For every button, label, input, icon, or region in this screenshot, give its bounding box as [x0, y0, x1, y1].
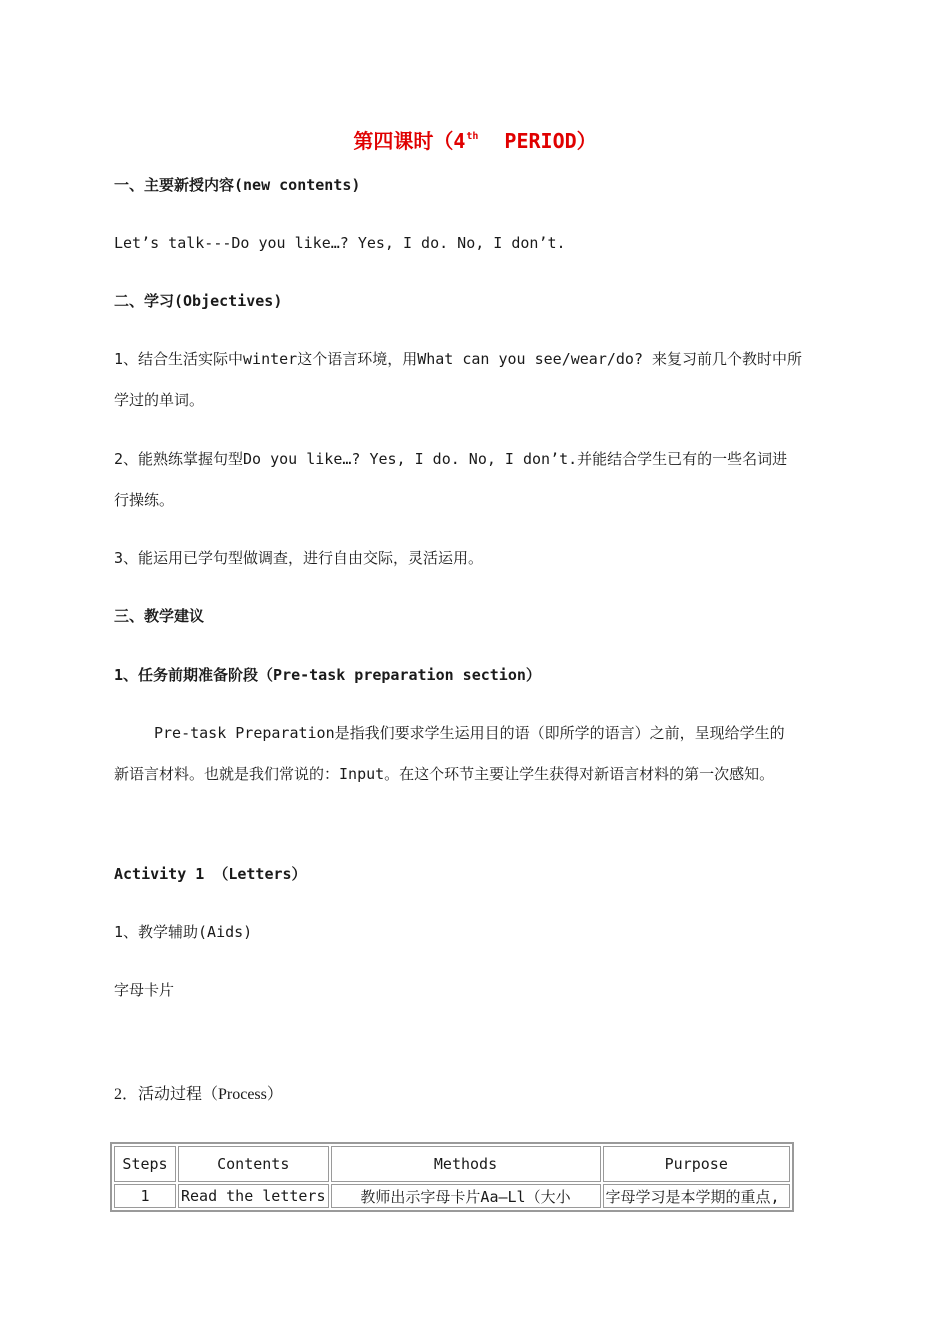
header-steps: Steps — [114, 1146, 176, 1182]
objective-2-line-2: 行操练。 — [114, 491, 175, 509]
new-contents-text: Let’s talk---Do you like…? Yes, I do. No, I don’t. — [114, 234, 566, 252]
activity-heading: Activity 1 （Letters） — [114, 865, 307, 883]
page-title: 第四课时（4th PERIOD） — [353, 129, 597, 153]
header-purpose: Purpose — [603, 1146, 791, 1182]
objective-1-line-2: 学过的单词。 — [114, 391, 205, 409]
header-contents: Contents — [178, 1146, 329, 1182]
subsection-heading-pre-task: 1、任务前期准备阶段（Pre-task preparation section） — [114, 666, 541, 684]
objective-2-line-1: 2、能熟练掌握句型Do you like…? Yes, I do. No, I don’t.并能结合学生已有的一些名词进 — [114, 450, 788, 468]
objective-1-line-1: 1、结合生活实际中winter这个语言环境，用What can you see/wear/do? 来复习前几个教时中所 — [114, 350, 803, 368]
cell-contents: Read the letters — [178, 1184, 329, 1208]
title-superscript: th — [466, 131, 479, 142]
table-row — [114, 1184, 790, 1208]
process-heading: 2．活动过程（Process） — [114, 1086, 283, 1103]
section-heading-new-contents: 一、主要新授内容(new contents) — [114, 176, 361, 194]
process-table — [110, 1142, 794, 1212]
cell-methods: 教师出示字母卡片Aa—Ll（大小 — [331, 1184, 601, 1208]
objective-3: 3、能运用已学句型做调查，进行自由交际，灵活运用。 — [114, 549, 484, 567]
header-methods: Methods — [331, 1146, 601, 1182]
aids-heading: 1、教学辅助(Aids) — [114, 923, 253, 941]
section-heading-teaching-suggestions: 三、教学建议 — [114, 607, 205, 625]
cell-step: 1 — [114, 1184, 176, 1208]
cell-purpose: 字母学习是本学期的重点, — [603, 1184, 791, 1208]
section-heading-objectives: 二、学习(Objectives) — [114, 292, 283, 310]
table-header-row — [114, 1146, 790, 1182]
pre-task-paragraph-line-1: Pre-task Preparation是指我们要求学生运用目的语（即所学的语言）之前，呈现给学生的 — [154, 724, 785, 742]
pre-task-paragraph-line-2: 新语言材料。也就是我们常说的：Input。在这个环节主要让学生获得对新语言材料的第一次感知。 — [114, 765, 775, 783]
aids-text: 字母卡片 — [114, 981, 175, 999]
